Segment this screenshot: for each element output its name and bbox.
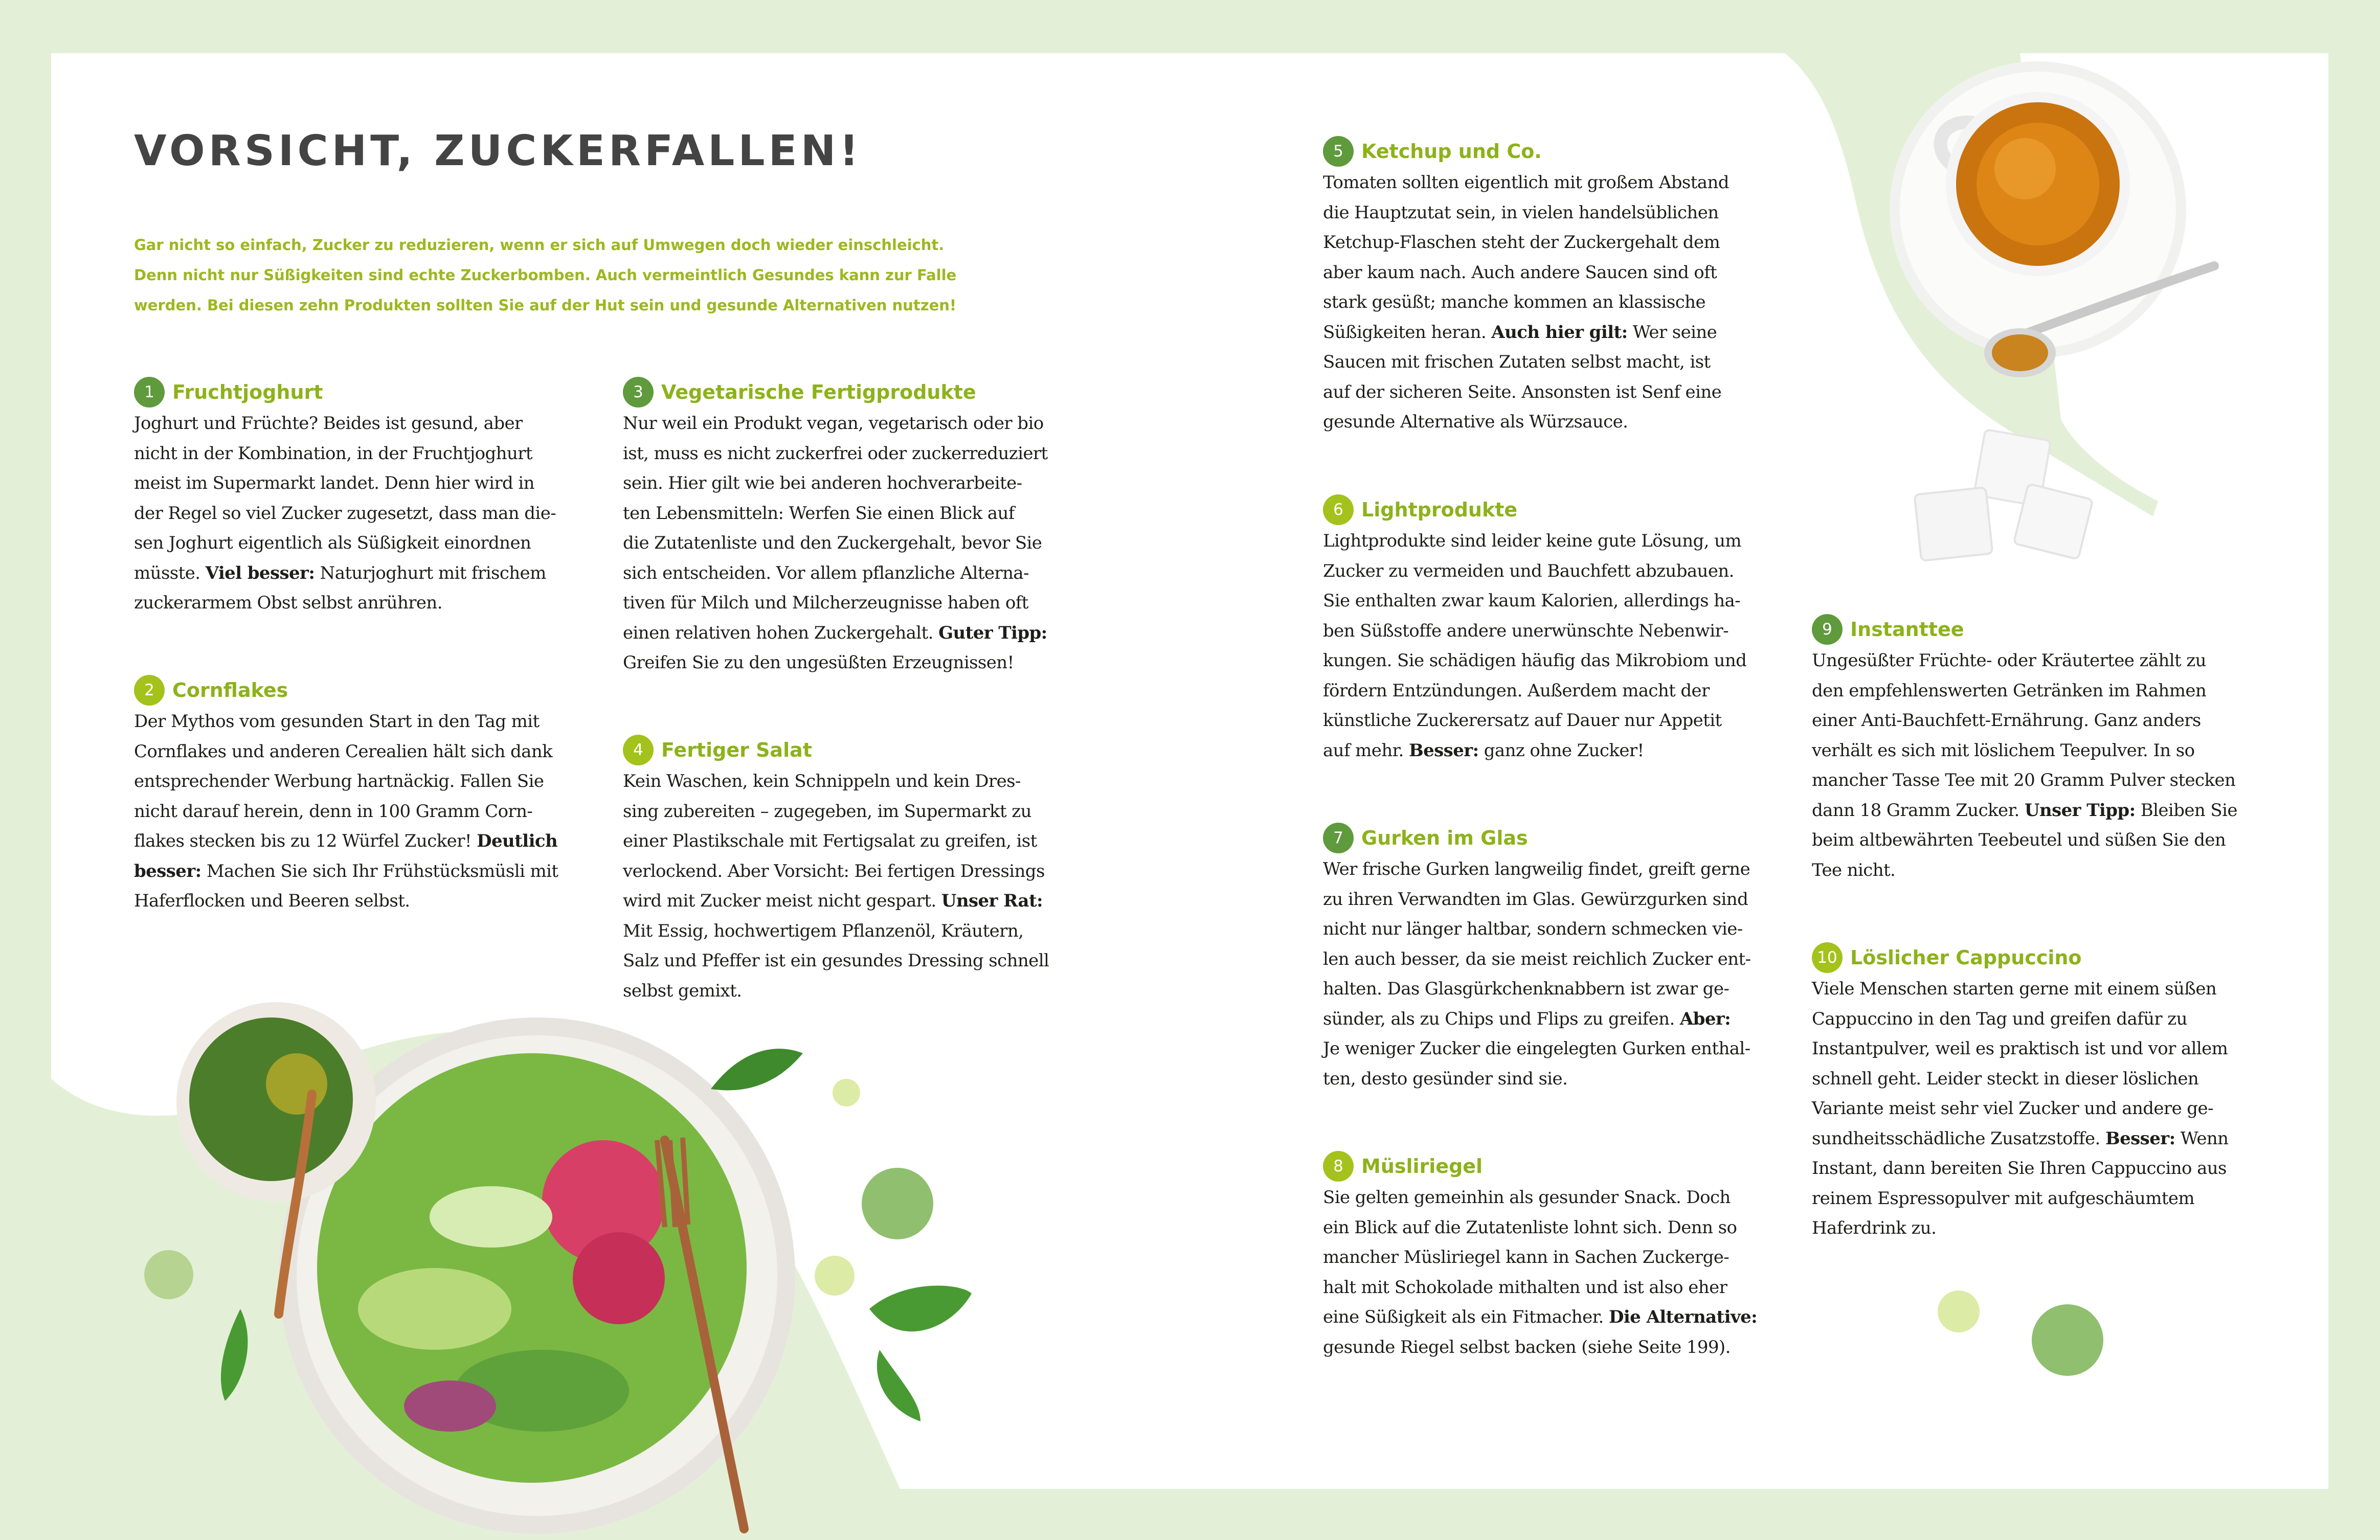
tip-label: Aber: [1679, 1008, 1731, 1029]
decor-dot [2032, 1304, 2103, 1376]
tip-label: Viel besser: [205, 562, 315, 583]
number-badge: 8 [1323, 1151, 1354, 1182]
tip-label: Unser Tipp: [2024, 800, 2136, 821]
item-body: Der Mythos vom gesunden Start in den Tag mit Cornflakes und anderen Cerealien hält sich dank entsprechender Werbung hartnäckig. Fallen Sie nicht darauf herein, denn in 100 Gramm Corn- flakes stecken bis zu 12 Würfel Zucker! Deutlich besser: Machen Sie sich Ihr Frühstücksmüsli mit Haferflocken und Beeren selbst. [134, 711, 558, 911]
item-instanttee [1812, 614, 2254, 885]
item-fertiger-salat [623, 735, 1065, 1006]
item-title: Fruchtjoghurt [172, 381, 323, 403]
item-body: Kein Waschen, kein Schnippeln und kein Dres- sing zubereiten – zugegeben, im Supermarkt zu einer Plastikschale mit Fertigsalat zu greifen, ist verlockend. Aber Vorsicht: Bei fertigen Dressings wird mit Zucker meist nicht gespart. Unser Rat: Mit Essig, hochwertigem Pflanzenöl, Kräutern, Salz und Pfeffer ist ein gesundes Dressing schnell selbst gemixt. [623, 771, 1049, 1001]
decor-dot [815, 1256, 855, 1296]
item-title: Löslicher Cappuccino [1850, 946, 2082, 969]
number-badge: 6 [1323, 494, 1354, 525]
item-title: Cornflakes [172, 679, 288, 701]
tip-label: Die Alternative: [1608, 1307, 1758, 1327]
intro-text: Gar nicht so einfach, Zucker zu reduzieren, wenn er sich auf Umwegen doch wieder einschleicht. Denn nicht nur Süßigkeiten sind echte Zuckerbomben. Auch vermeintlich Gesundes kann zur Falle werden. Bei diesen zehn Produkten sollten Sie auf der Hut sein und gesunde Alternativen nutzen! [134, 236, 957, 314]
item-body: Nur weil ein Produkt vegan, vegetarisch oder bio ist, muss es nicht zuckerfrei oder zuckerreduziert sein. Hier gilt wie bei anderen hochverarbeite- ten Lebensmitteln: Werfen Sie einen Blick auf die Zutatenliste und den Zuckergehalt, bevor Sie sich entscheiden. Vor allem pflanzliche Alterna- tiven für Milch und Milcherzeugnisse haben oft einen relativen hohen Zuckergehalt. Guter Tipp: Greifen Sie zu den ungesüßten Erzeugnissen! [623, 413, 1048, 673]
tip-label: Guter Tipp: [938, 622, 1047, 643]
tip-label: Unser Rat: [941, 891, 1043, 911]
item-body: Tomaten sollten eigentlich mit großem Abstand die Hauptzutat sein, in vielen handelsüblichen Ketchup-Flaschen steht der Zuckergehalt dem aber kaum nach. Auch andere Saucen sind oft stark gesüßt; manche kommen an klassische Süßigkeiten heran. Auch hier gilt: Wer seine Saucen mit frischen Zutaten selbst macht, ist auf der sicheren Seite. Ansonsten ist Senf eine gesunde Alternative als Würzsauce. [1323, 172, 1729, 432]
item-title: Gurken im Glas [1361, 827, 1528, 849]
tip-label: besser: [134, 860, 201, 881]
item-header [623, 735, 1065, 765]
item-header [1812, 614, 2254, 645]
number-badge: 3 [623, 377, 654, 407]
item-body: Joghurt und Früchte? Beides ist gesund, aber nicht in der Kombination, in der Fruchtjoghurt meist im Supermarkt landet. Denn hier wird in der Regel so viel Zucker zugesetzt, dass man die- sen Joghurt eigentlich als Süßigkeit einordnen müsste. Viel besser: Naturjoghurt mit frischem zuckerarmem Obst selbst anrühren. [134, 413, 556, 613]
item-ketchup [1323, 136, 1765, 437]
item-header [1812, 942, 2254, 973]
item-header [134, 675, 576, 706]
item-header [1323, 494, 1765, 525]
item-body: Viele Menschen starten gerne mit einem süßen Cappuccino in den Tag und greifen dafür zu Instantpulver, weil es praktisch ist und vor allem schnell geht. Leider steckt in dieser löslichen Variante meist sehr viel Zucker und andere ge- sundheitsschädliche Zusatzstoffe. Besser: Wenn Instant, dann bereiten Sie Ihren Cappuccino aus reinem Espressopulver mit aufgeschäumtem Haferdrink zu. [1812, 979, 2229, 1238]
item-title: Müsliriegel [1361, 1155, 1483, 1177]
item-loeslicher-cappuccino [1812, 942, 2254, 1243]
number-badge: 9 [1812, 614, 1843, 645]
item-title: Fertiger Salat [661, 739, 812, 761]
number-badge: 1 [134, 377, 165, 407]
item-title: Instanttee [1850, 618, 1964, 641]
decor-dot [833, 1079, 860, 1106]
decor-dot [862, 1168, 933, 1239]
tip-label: Auch hier gilt: [1491, 322, 1628, 343]
item-header [1323, 136, 1765, 167]
item-header [1323, 823, 1765, 853]
item-title: Vegetarische Fertigprodukte [661, 381, 976, 403]
item-vegetarische-fertigprodukte [623, 377, 1065, 678]
item-body: Ungesüßter Früchte- oder Kräutertee zählt zu den empfehlenswerten Getränken im Rahmen einer Anti-Bauchfett-Ernährung. Ganz anders verhält es sich mit löslichem Teepulver. In so mancher Tasse Tee mit 20 Gramm Pulver stecken dann 18 Gramm Zucker. Unser Tipp: Bleiben Sie beim altbewährten Teebeutel und süßen Sie den Tee nicht. [1812, 650, 2237, 880]
number-badge: 5 [1323, 136, 1354, 167]
number-badge: 10 [1812, 942, 1843, 973]
tip-label: Besser: [2105, 1128, 2175, 1149]
item-fruchtjoghurt [134, 377, 576, 618]
item-title: Lightprodukte [1361, 499, 1518, 521]
item-cornflakes [134, 675, 576, 916]
item-body: Sie gelten gemeinhin als gesunder Snack. Doch ein Blick auf die Zutatenliste lohnt sich. Denn so mancher Müsliriegel kann in Sachen Zuckerge- halt mit Schokolade mithalten und ist also eher eine Süßigkeit als ein Fitmacher. Die Alternative: gesunde Riegel selbst backen (siehe Seite 199). [1323, 1187, 1758, 1357]
number-badge: 4 [623, 735, 654, 765]
item-lightprodukte [1323, 494, 1765, 765]
item-header [1323, 1151, 1765, 1182]
page-title: VORSICHT, ZUCKERFALLEN! [134, 127, 862, 175]
number-badge: 7 [1323, 823, 1354, 853]
decor-dot [144, 1250, 193, 1299]
number-badge: 2 [134, 675, 165, 706]
item-gurken-im-glas [1323, 823, 1765, 1094]
item-header [134, 377, 576, 407]
item-body: Lightprodukte sind leider keine gute Lösung, um Zucker zu vermeiden und Bauchfett abzubauen. Sie enthalten zwar kaum Kalorien, allerdings ha- ben Süßstoffe andere unerwünschte Nebenwir- kungen. Sie schädigen häufig das Mikrobiom und fördern Entzündungen. Außerdem macht der künstliche Zuckerersatz auf Dauer nur Appetit auf mehr. Besser: ganz ohne Zucker! [1323, 531, 1747, 761]
item-body: Wer frische Gurken langweilig findet, greift gerne zu ihren Verwandten im Glas. Gewürzgurken sind nicht nur länger haltbar, sondern schmecken vie- len auch besser, da sie meist reichlich Zucker ent- halten. Das Glasgürkchenknabbern ist zwar ge- sünder, als zu Chips und Flips zu greifen. Aber: Je weniger Zucker die eingelegten Gurken enthal- ten, desto gesünder sind sie. [1323, 859, 1751, 1089]
item-title: Ketchup und Co. [1361, 140, 1542, 163]
item-muesliriegel [1323, 1151, 1765, 1362]
tip-label: Deutlich [477, 831, 558, 851]
decor-dot [1938, 1290, 1980, 1332]
tip-label: Besser: [1408, 740, 1479, 761]
item-header [623, 377, 1065, 407]
